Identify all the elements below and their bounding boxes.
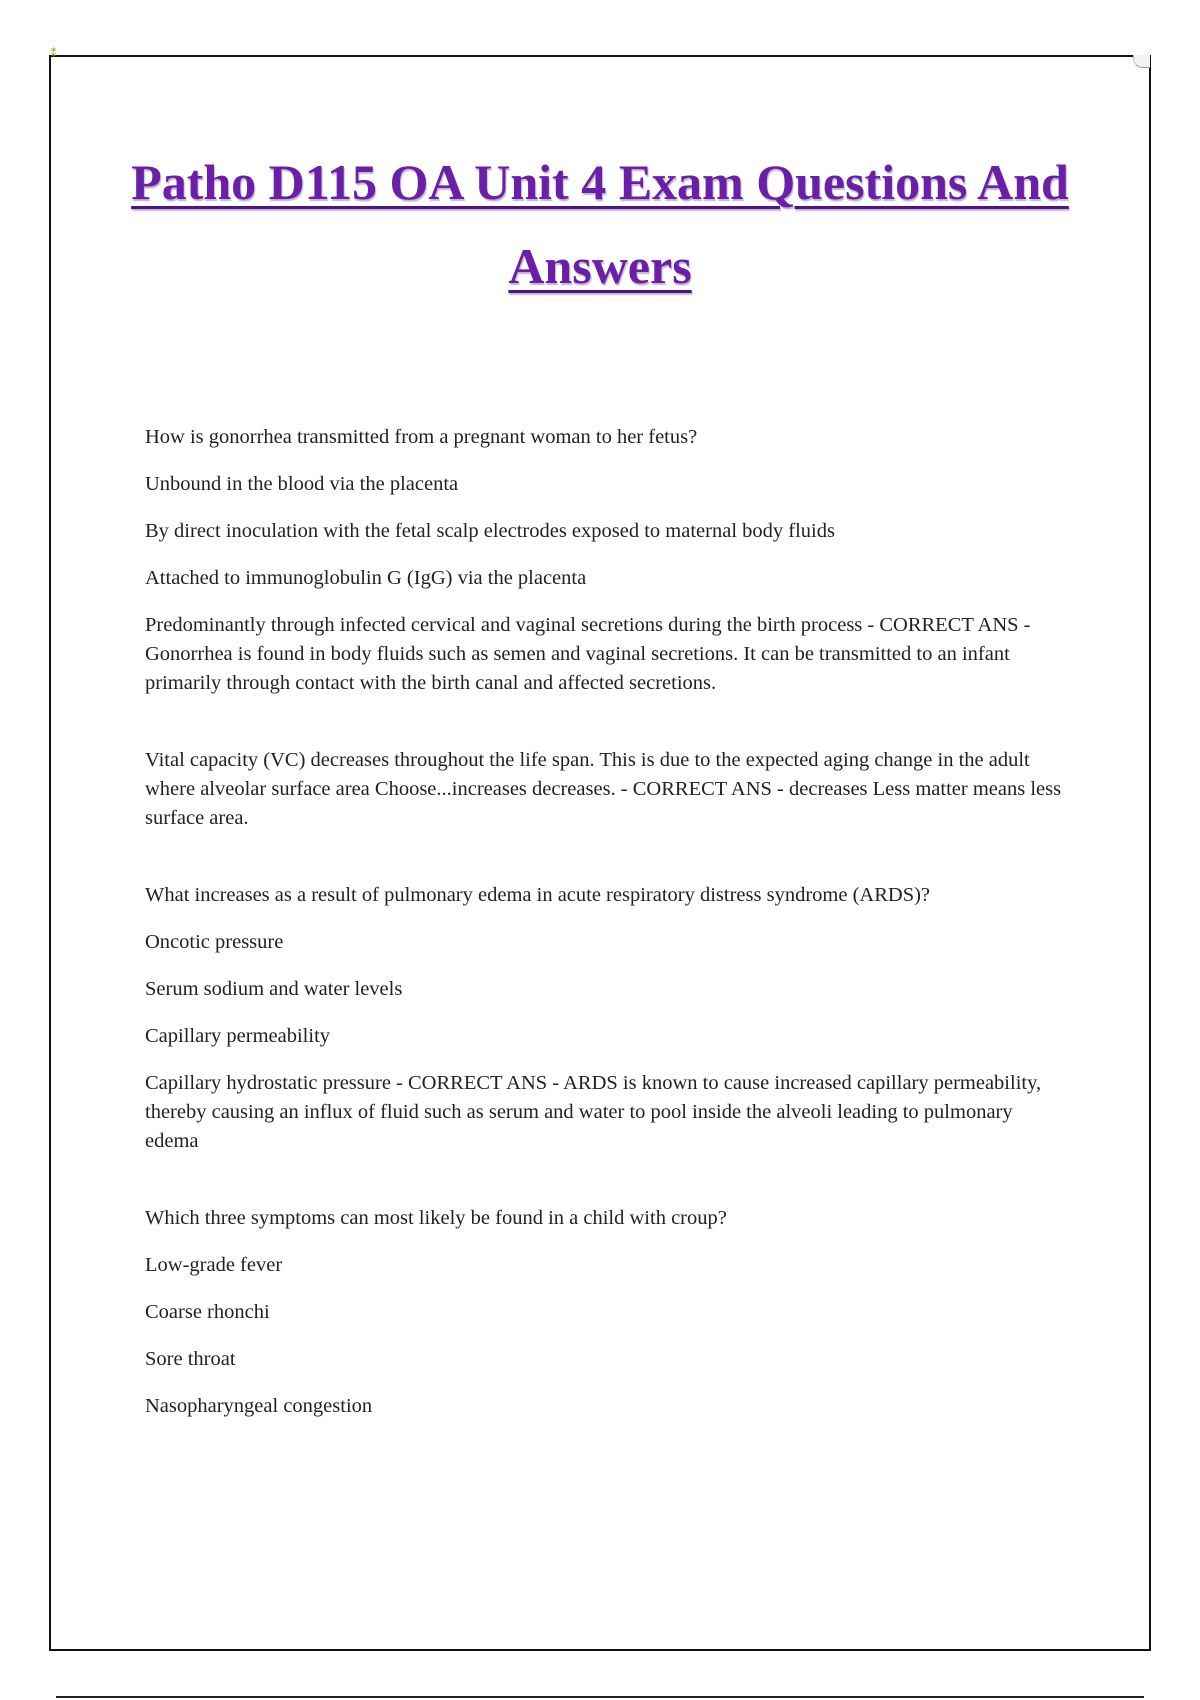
answer-option: Low-grade fever bbox=[145, 1254, 283, 1276]
correct-answer-explanation: Capillary hydrostatic pressure - CORRECT ANS - ARDS is known to cause increased capillary permeability, thereby causing an influx of fluid such as serum and water to pool inside the alveoli leading to pulmonary edema bbox=[145, 1072, 1042, 1152]
answer-option: Coarse rhonchi bbox=[145, 1301, 270, 1323]
qa-item-ards bbox=[145, 881, 1067, 1156]
answer-option: Oncotic pressure bbox=[145, 931, 284, 953]
document-title: Patho D115 OA Unit 4 Exam Questions And Answers bbox=[131, 154, 1069, 294]
qa-item-croup bbox=[145, 1204, 1067, 1421]
page-separator-line bbox=[56, 1696, 1144, 1698]
qa-content bbox=[145, 423, 1067, 1421]
answer-option: Unbound in the blood via the placenta bbox=[145, 473, 459, 495]
qa-item-gonorrhea bbox=[145, 423, 1067, 698]
question-text: Which three symptoms can most likely be found in a child with croup? bbox=[145, 1207, 727, 1229]
answer-option: By direct inoculation with the fetal scalp electrodes exposed to maternal body fluids bbox=[145, 520, 835, 542]
answer-option: Nasopharyngeal congestion bbox=[145, 1395, 373, 1417]
answer-option: Serum sodium and water levels bbox=[145, 978, 403, 1000]
answer-option: Attached to immunoglobulin G (IgG) via the placenta bbox=[145, 567, 587, 589]
question-text: What increases as a result of pulmonary edema in acute respiratory distress syndrome (ARDS)? bbox=[145, 884, 931, 906]
question-answer-text: Vital capacity (VC) decreases throughout the life span. This is due to the expected aging change in the adult where alveolar surface area Choose...increases decreases. - CORRECT ANS - decreases Less matter means less surface area. bbox=[145, 749, 1062, 829]
anchor-marker-icon: ⁑ bbox=[51, 49, 56, 60]
qa-item-vital-capacity bbox=[145, 746, 1067, 833]
answer-option: Capillary permeability bbox=[145, 1025, 331, 1047]
answer-option: Sore throat bbox=[145, 1348, 236, 1370]
question-text: How is gonorrhea transmitted from a pregnant woman to her fetus? bbox=[145, 426, 698, 448]
correct-answer-explanation: Predominantly through infected cervical and vaginal secretions during the birth process - CORRECT ANS - Gonorrhea is found in body fluids such as semen and vaginal secretions. It can be transmitted to an infant primarily through contact with the birth canal and affected secretions. bbox=[145, 614, 1031, 694]
